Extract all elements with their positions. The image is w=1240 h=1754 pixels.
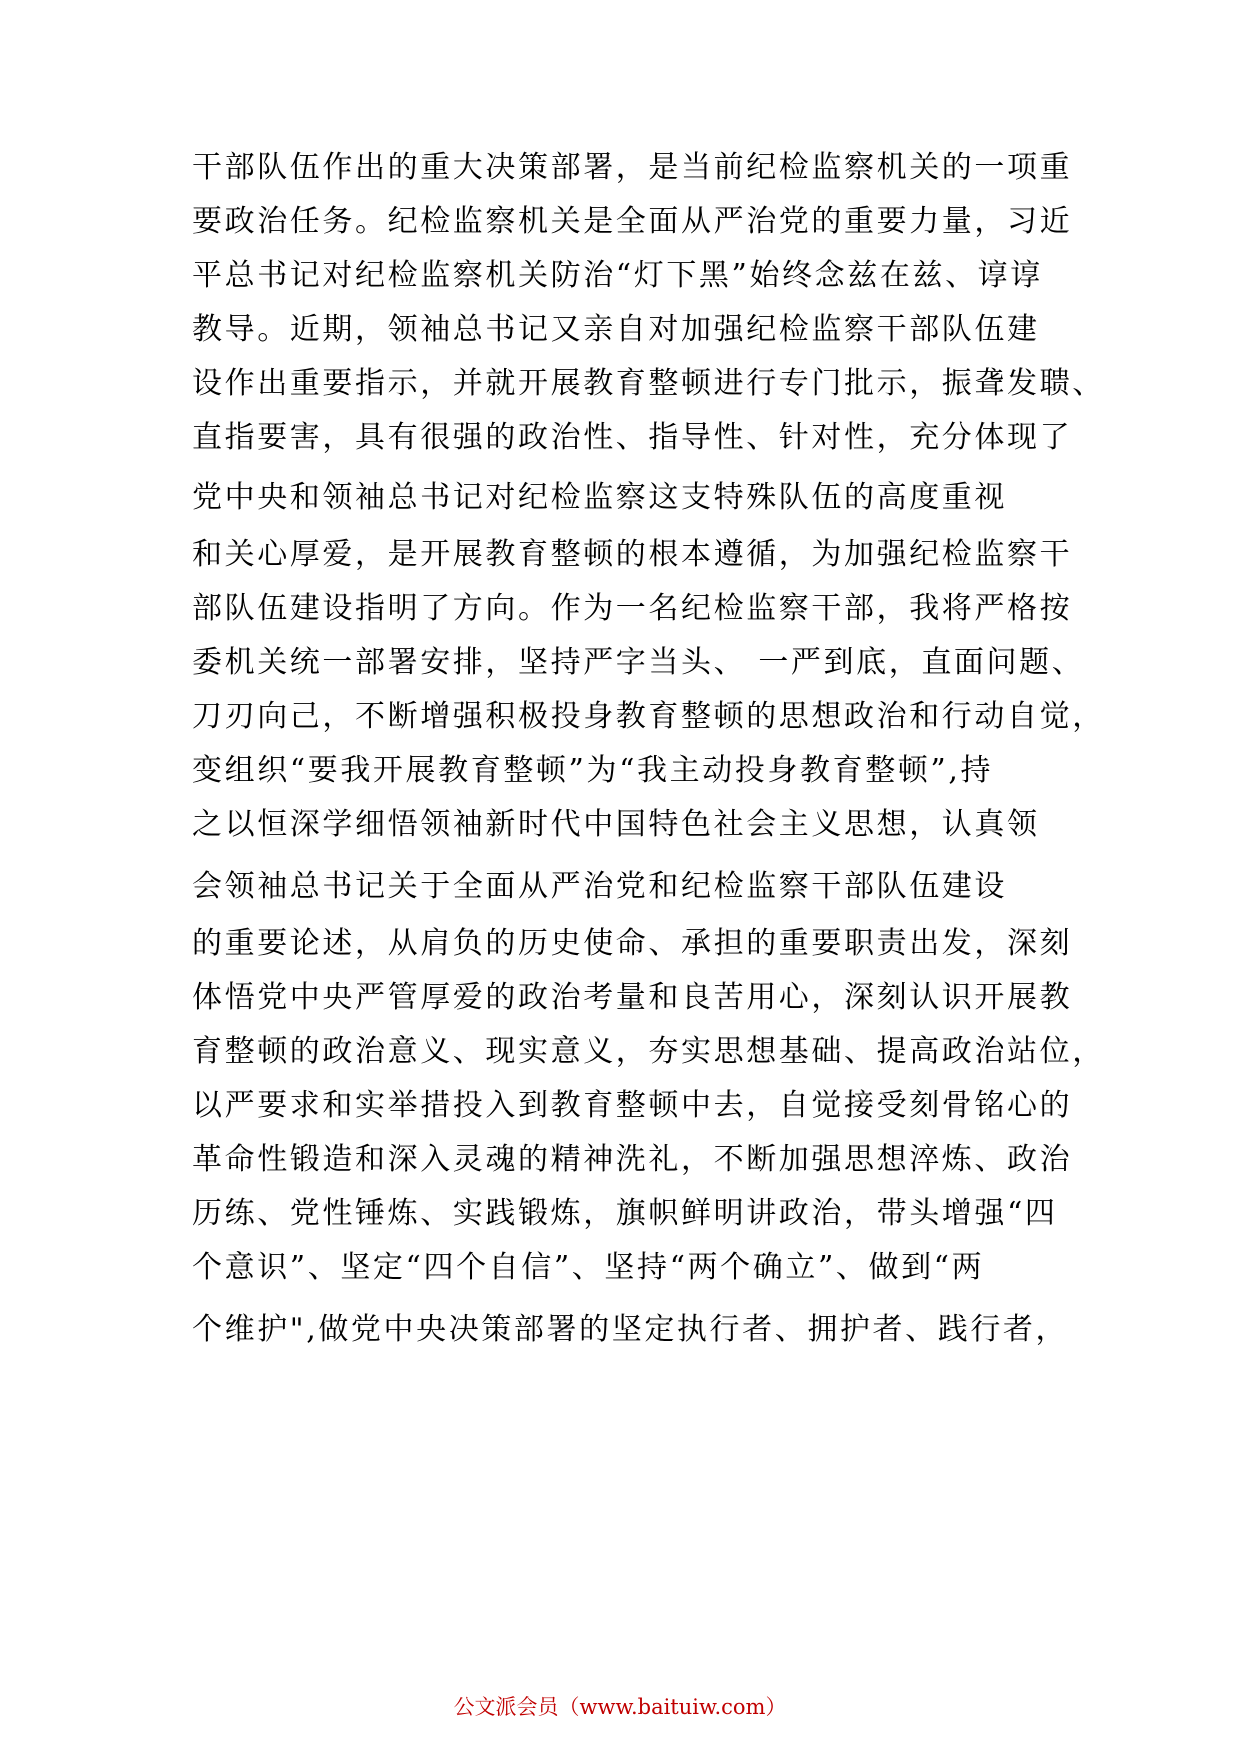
body-text-line: 要政治任务。纪检监察机关是全面从严治党的重要力量，习近 xyxy=(192,204,1073,239)
footer-watermark: 公文派会员（www.baituiw.com） xyxy=(453,1695,787,1719)
body-text-line: 教导。近期，领袖总书记又亲自对加强纪检监察干部队伍建 xyxy=(192,312,1040,347)
body-text-line: 和关心厚爱，是开展教育整顿的根本遵循，为加强纪检监察干 xyxy=(192,537,1073,572)
body-text-line: 革命性锻造和深入灵魂的精神洗礼，不断加强思想淬炼、政治 xyxy=(192,1142,1073,1177)
body-text-line: 会领袖总书记关于全面从严治党和纪检监察干部队伍建设 xyxy=(192,869,1007,904)
body-text-line: 设作出重要指示，并就开展教育整顿进行专门批示，振聋发聩、 xyxy=(192,366,1105,401)
body-text-line: 平总书记对纪检监察机关防治“灯下黑”始终念兹在兹、谆谆 xyxy=(192,258,1043,293)
body-text-line: 体悟党中央严管厚爱的政治考量和良苦用心，深刻认识开展教 xyxy=(192,980,1073,1015)
body-text-line: 的重要论述，从肩负的历史使命、承担的重要职责出发，深刻 xyxy=(192,926,1073,961)
body-text-line: 个维护",做党中央决策部署的坚定执行者、拥护者、践行者， xyxy=(192,1312,1069,1347)
body-text-line: 党中央和领袖总书记对纪检监察这支特殊队伍的高度重视 xyxy=(192,480,1007,515)
body-text-line: 育整顿的政治意义、现实意义，夯实思想基础、提高政治站位， xyxy=(192,1034,1105,1069)
body-text-line: 干部队伍作出的重大决策部署，是当前纪检监察机关的一项重 xyxy=(192,150,1073,185)
body-text-line: 历练、党性锤炼、实践锻炼，旗帜鲜明讲政治，带头增强“四 xyxy=(192,1196,1058,1231)
body-text-line: 个意识”、坚定“四个自信”、坚持“两个确立”、做到“两 xyxy=(192,1250,985,1285)
body-text-line: 委机关统一部署安排，坚持严字当头、 一严到底，直面问题、 xyxy=(192,645,1085,680)
body-text-line: 变组织“要我开展教育整顿”为“我主动投身教育整顿”,持 xyxy=(192,753,994,788)
body-text-line: 部队伍建设指明了方向。作为一名纪检监察干部，我将严格按 xyxy=(192,591,1073,626)
body-text-line: 之以恒深学细悟领袖新时代中国特色社会主义思想，认真领 xyxy=(192,807,1040,842)
body-text-line: 以严要求和实举措投入到教育整顿中去，自觉接受刻骨铭心的 xyxy=(192,1088,1073,1123)
body-text-line: 刀刃向己，不断增强积极投身教育整顿的思想政治和行动自觉， xyxy=(192,699,1105,734)
body-text-line: 直指要害，具有很强的政治性、指导性、针对性，充分体现了 xyxy=(192,420,1073,455)
